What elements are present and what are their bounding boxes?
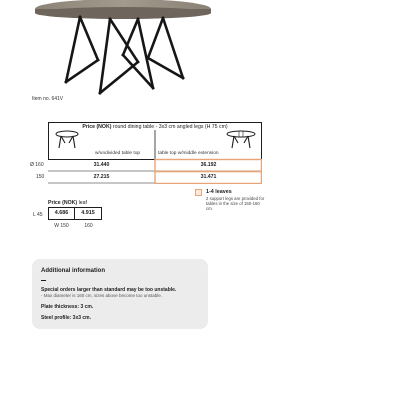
info-line-plate-thickness: Plate thickness: 3 cm. [41, 304, 94, 310]
info-line-special-orders: Special orders larger than standard may be too unstable. [41, 287, 177, 293]
round-table-icon [55, 130, 79, 150]
price-cell: 31.440 [93, 162, 110, 168]
price-table-title: Price (NOK) round dining table - 3x3 cm angled legs (H 75 cm) [82, 124, 228, 130]
leaf-width-label: W 150 [54, 223, 69, 229]
item-number: Item no. 641V [32, 96, 64, 102]
info-line-max-diameter: - Max diameter is 160 cm, sizes above become too unstable. [41, 293, 163, 298]
leaves-note-title: 1-4 leaves [206, 189, 232, 195]
divider [41, 280, 46, 281]
table-product-image [28, 0, 218, 95]
info-line-steel-profile: Steel profile: 3x3 cm. [41, 315, 92, 321]
row-label-150: 150 [36, 174, 45, 180]
leaf-table-title: Price (NOK) leaf [48, 200, 87, 206]
column-header-undivided: w/undivided table top [95, 151, 141, 156]
price-cell: 27.215 [93, 174, 110, 180]
price-cell-highlighted: 36.192 [200, 162, 217, 168]
price-cell-highlighted: 31.471 [200, 174, 217, 180]
leaves-note-text: 2 support legs are provided for tables in the size of 150-160 cm. [206, 196, 265, 212]
additional-info-title: Additional information [41, 268, 105, 274]
highlight-legend-swatch [195, 189, 202, 196]
leaf-price-cell: 4.915 [75, 207, 102, 220]
leaf-price-cell: 4.686 [48, 207, 75, 220]
column-header-extension: table top w/middle extension [158, 151, 219, 156]
row-label-160: Ø 160 [30, 162, 44, 168]
leaf-row-label: L 45 [33, 212, 43, 218]
extension-table-icon [226, 130, 256, 150]
leaf-width-label: 160 [84, 223, 93, 229]
